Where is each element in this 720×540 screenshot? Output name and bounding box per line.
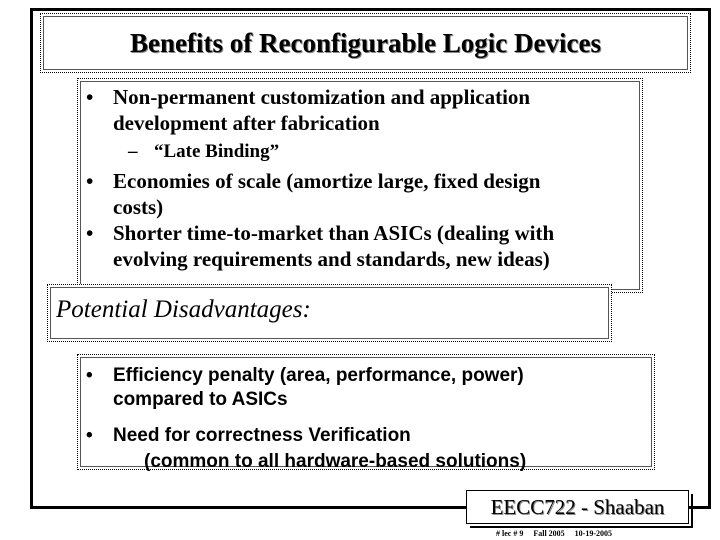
disadvantage-line: Need for correctness Verification xyxy=(113,425,411,446)
benefit-subitem-text: “Late Binding” xyxy=(154,141,280,162)
term-label: Fall 2005 xyxy=(533,529,565,538)
bullet-icon: • xyxy=(86,85,94,109)
benefit-item xyxy=(86,84,646,136)
benefit-line: Economies of scale (amortize large, fixed design xyxy=(113,169,541,193)
benefits-list xyxy=(86,84,646,272)
disadvantage-item xyxy=(86,364,656,412)
disadvantage-line: compared to ASICs xyxy=(113,389,288,410)
benefit-subitem xyxy=(128,140,646,164)
slide-title: Benefits of Reconfigurable Logic Devices xyxy=(130,27,601,58)
date-label: 10-19-2005 xyxy=(574,529,612,538)
disadvantage-line: Efficiency penalty (area, performance, power) xyxy=(113,365,524,386)
disadvantage-item xyxy=(86,424,656,448)
disadvantage-note: (common to all hardware-based solutions) xyxy=(144,451,527,472)
lecture-number: # lec # 9 xyxy=(496,529,524,538)
disadvantages-heading: Potential Disadvantages: xyxy=(56,296,311,323)
bullet-icon: • xyxy=(86,221,94,245)
footer-meta xyxy=(496,529,712,538)
bullet-icon: • xyxy=(86,169,94,193)
course-badge xyxy=(466,490,689,524)
benefit-line: evolving requirements and standards, new ideas) xyxy=(113,247,550,271)
benefit-line: Shorter time-to-market than ASICs (dealing with xyxy=(113,221,555,245)
course-label: EECC722 - Shaaban xyxy=(490,494,665,519)
benefit-item xyxy=(86,220,646,272)
benefit-line: Non-permanent customization and application xyxy=(113,85,531,109)
benefit-item xyxy=(86,168,646,220)
bullet-icon: • xyxy=(86,425,93,446)
benefit-line: development after fabrication xyxy=(113,111,380,135)
benefit-line: costs) xyxy=(113,195,164,219)
bullet-icon: • xyxy=(86,365,93,386)
dash-icon: – xyxy=(128,141,138,162)
disadvantages-list xyxy=(86,364,656,474)
